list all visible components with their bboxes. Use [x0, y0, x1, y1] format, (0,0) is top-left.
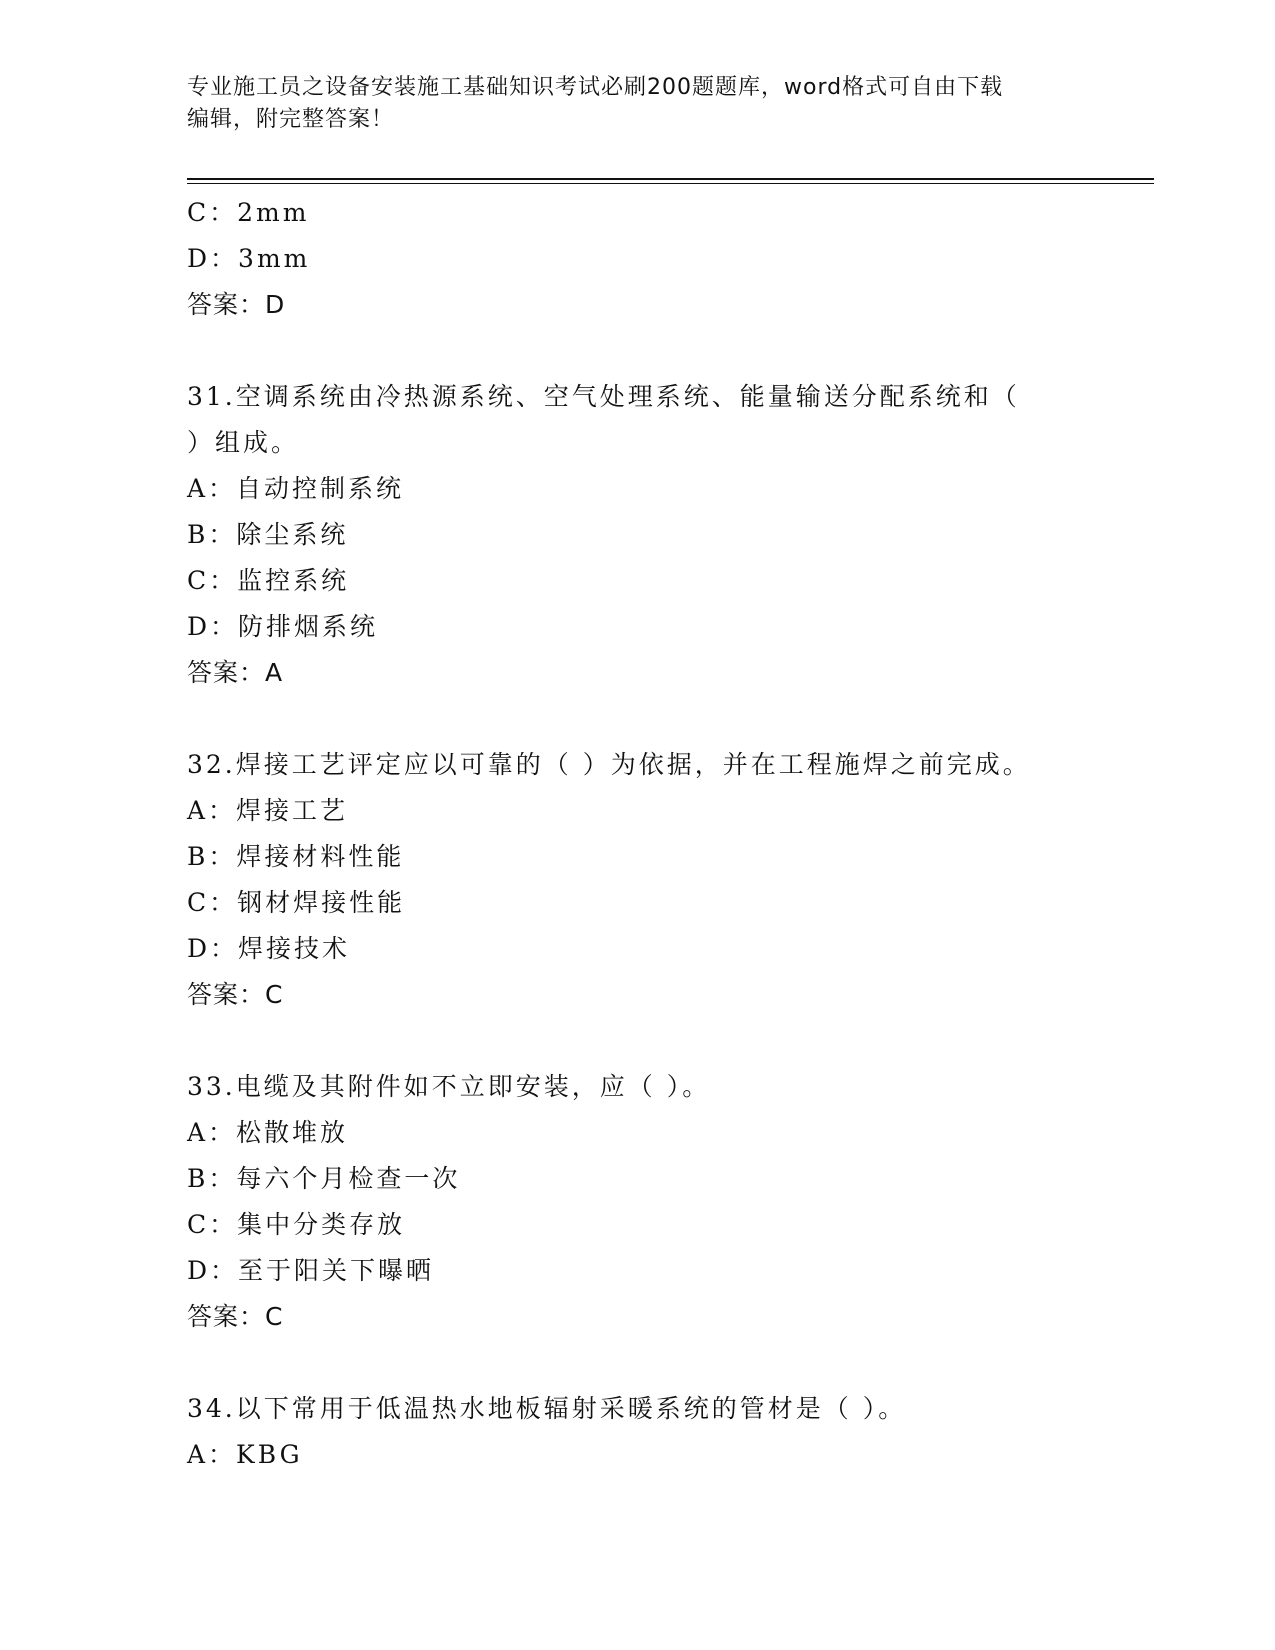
- question-stem: 33.电缆及其附件如不立即安装，应（ ）。: [187, 1072, 711, 1101]
- previous-question-tail: [187, 190, 1147, 328]
- option-c: C：集中分类存放: [187, 1210, 406, 1239]
- option-a: A：KBG: [187, 1440, 303, 1469]
- option-d: D：防排烟系统: [187, 612, 379, 641]
- answer: 答案：C: [187, 1302, 284, 1331]
- option-c: C：钢材焊接性能: [187, 888, 406, 917]
- spacer: [187, 328, 1147, 374]
- spacer: [187, 696, 1147, 742]
- question-stem-continued: ）组成。: [187, 428, 300, 457]
- option-b: B：每六个月检查一次: [187, 1164, 461, 1193]
- answer: 答案：C: [187, 980, 284, 1009]
- question-stem: 34.以下常用于低温热水地板辐射采暖系统的管材是（ ）。: [187, 1394, 907, 1423]
- option-a: A：松散堆放: [187, 1118, 349, 1147]
- question-stem: 32.焊接工艺评定应以可靠的（ ）为依据，并在工程施焊之前完成。: [187, 750, 1031, 779]
- option-c: C：2mm: [187, 198, 310, 227]
- question-31: [187, 374, 1147, 696]
- option-d: D：至于阳关下曝晒: [187, 1256, 435, 1285]
- option-c: C：监控系统: [187, 566, 350, 595]
- question-list: [187, 190, 1147, 1478]
- question-stem: 31.空调系统由冷热源系统、空气处理系统、能量输送分配系统和（: [187, 382, 1020, 411]
- question-32: [187, 742, 1147, 1018]
- answer: 答案：A: [187, 658, 284, 687]
- option-d: D：3mm: [187, 244, 311, 273]
- header-line-1: 专业施工员之设备安装施工基础知识考试必刷200题题库，word格式可自由下载: [187, 75, 1004, 100]
- option-a: A：焊接工艺: [187, 796, 349, 825]
- header-rule-thick: [187, 178, 1154, 180]
- spacer: [187, 1018, 1147, 1064]
- option-d: D：焊接技术: [187, 934, 351, 963]
- header-rule-thin: [187, 183, 1154, 184]
- option-a: A：自动控制系统: [187, 474, 405, 503]
- document-header: [187, 72, 1087, 136]
- option-b: B：焊接材料性能: [187, 842, 405, 871]
- answer: 答案：D: [187, 290, 286, 319]
- question-34: [187, 1386, 1147, 1478]
- header-line-2: 编辑，附完整答案！: [187, 107, 395, 132]
- option-b: B：除尘系统: [187, 520, 349, 549]
- question-33: [187, 1064, 1147, 1340]
- spacer: [187, 1340, 1147, 1386]
